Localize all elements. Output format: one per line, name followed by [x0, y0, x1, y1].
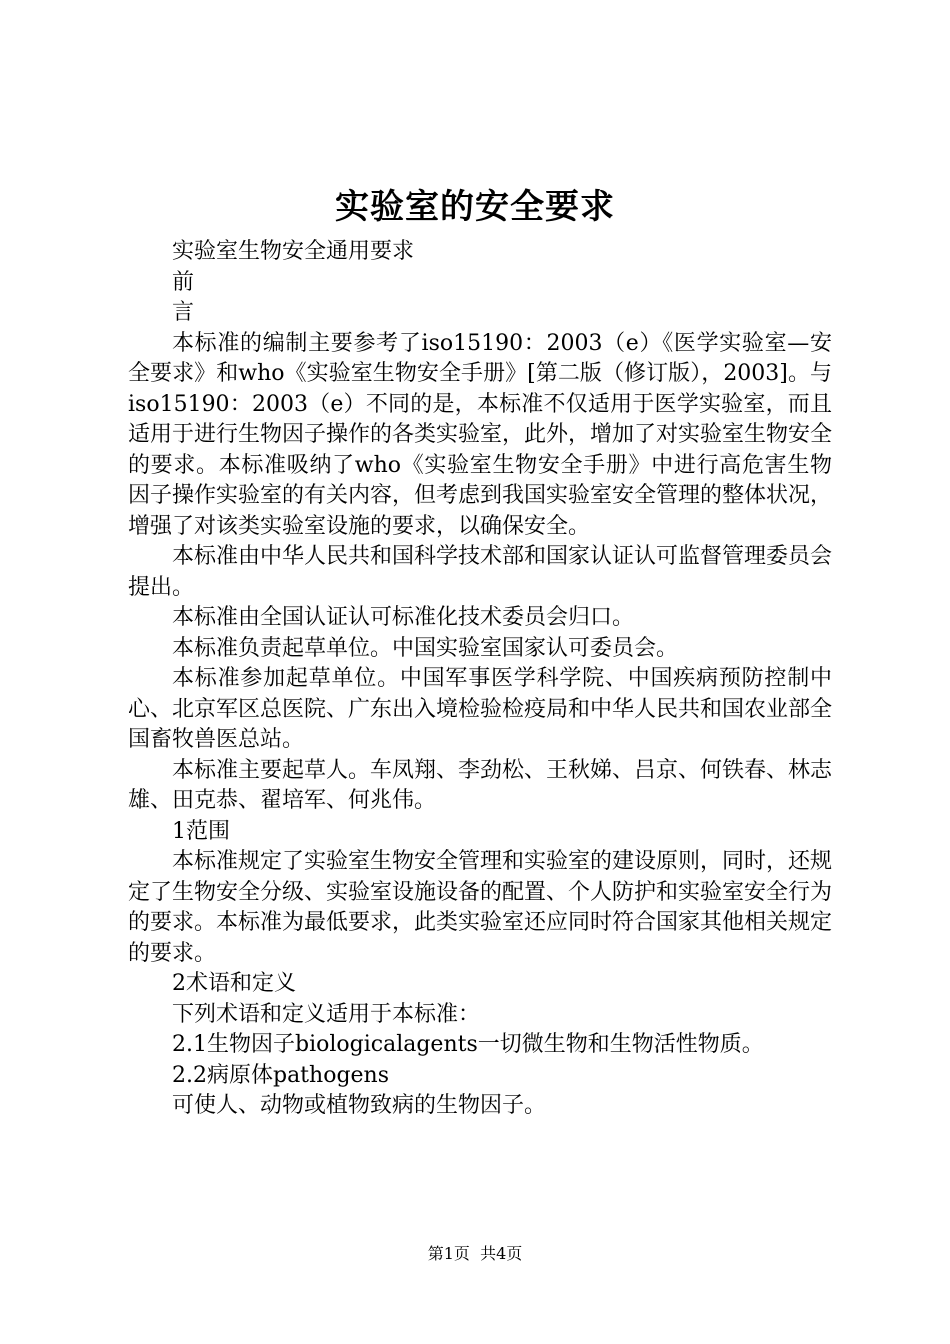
page-total: 共4页	[480, 1244, 523, 1263]
document-body	[128, 237, 832, 1122]
paragraph-participating-drafters: 本标准参加起草单位。中国军事医学科学院、中国疾病预防控制中心、北京军区总医院、广东出入境检验检疫局和中华人民共和国农业部全国畜牧兽医总站。	[128, 666, 833, 752]
section-heading-terms: 2术语和定义	[172, 971, 296, 996]
term-pathogens-definition: 可使人、动物或植物致病的生物因子。	[172, 1093, 547, 1118]
paragraph-subtitle: 实验室生物安全通用要求	[172, 239, 415, 264]
document-title: 实验室的安全要求	[335, 187, 615, 227]
paragraph-scope: 本标准规定了实验室生物安全管理和实验室的建设原则，同时，还规定了生物安全分级、实验室设施设备的配置、个人防护和实验室安全行为的要求。本标准为最低要求，此类实验室还应同时符合国家其他相关规定的要求。	[128, 849, 833, 966]
section-heading-scope: 1范围	[172, 818, 230, 844]
paragraph-proposer: 本标准由中华人民共和国科学技术部和国家认证认可监督管理委员会提出。	[128, 544, 833, 600]
paragraph-preface-1: 前	[172, 269, 195, 295]
paragraph-terms-intro: 下列术语和定义适用于本标准：	[172, 1001, 481, 1027]
page-footer	[0, 1243, 950, 1265]
term-pathogens: 2.2病原体pathogens	[172, 1062, 390, 1088]
paragraph-main-drafters: 本标准主要起草人。车凤翔、李劲松、王秋娣、吕京、何铁春、林志雄、田克恭、翟培军、何兆伟。	[128, 757, 833, 813]
paragraph-lead-drafter: 本标准负责起草单位。中国实验室国家认可委员会。	[172, 635, 679, 661]
paragraph-intro: 本标准的编制主要参考了iso15190：2003（e）《医学实验室—安全要求》和who《实验室生物安全手册》[第二版（修订版），2003]。与iso15190：2003（e）不同的是，本标准不仅适用于医学实验室，而且适用于进行生物因子操作的各类实验室，此外，增加了对实验室生物安全的要求。本标准吸纳了who《实验室生物安全手册》中进行高危害生物因子操作实验室的有关内容，但考虑到我国实验室安全管理的整体状况，增强了对该类实验室设施的要求，以确保安全。	[128, 330, 833, 539]
term-biological-agents: 2.1生物因子biologicalagents一切微生物和生物活性物质。	[172, 1032, 764, 1057]
paragraph-preface-2: 言	[172, 300, 195, 325]
paragraph-governing-body: 本标准由全国认证认可标准化技术委员会归口。	[172, 605, 635, 630]
page-number: 第1页	[427, 1244, 470, 1263]
